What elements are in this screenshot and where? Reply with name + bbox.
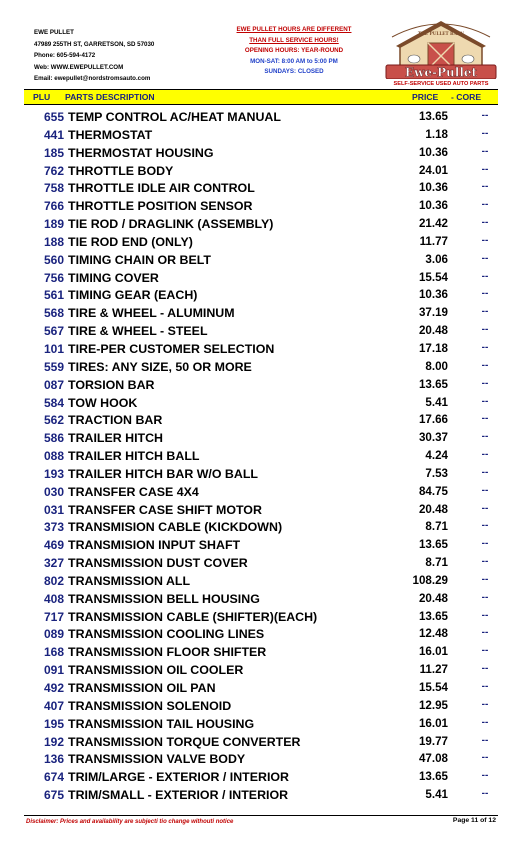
- logo-name-text: Ewe-Pullet: [404, 65, 478, 80]
- part-plu: 559: [43, 359, 64, 374]
- part-plu: 089: [43, 627, 64, 642]
- part-description: TIRES: ANY SIZE, 50 OR MORE: [68, 359, 252, 374]
- part-price: 37.19: [418, 306, 448, 320]
- business-email: Email: ewepullet@nordstromsauto.com: [34, 75, 151, 83]
- part-row: [0, 430, 515, 448]
- part-row: [0, 555, 515, 573]
- part-plu: 674: [43, 770, 64, 785]
- part-row: [0, 270, 515, 288]
- part-row: [0, 180, 515, 198]
- part-price: 20.48: [418, 591, 448, 605]
- part-description: TRANSMISSION CABLE (SHIFTER)(EACH): [68, 609, 318, 624]
- part-price: 10.36: [418, 181, 448, 195]
- hours-notice: [232, 25, 356, 78]
- part-plu: 758: [43, 181, 64, 196]
- part-price: 108.29: [412, 573, 448, 587]
- description-column-header: PARTS DESCRIPTION: [65, 92, 155, 102]
- part-row: [0, 395, 515, 413]
- part-core: --: [481, 270, 489, 282]
- part-core: --: [481, 288, 489, 300]
- part-row: [0, 145, 515, 163]
- part-row: [0, 769, 515, 787]
- part-plu: 031: [43, 502, 64, 517]
- part-description: TRANSMISSION TORQUE CONVERTER: [68, 734, 301, 749]
- part-row: [0, 484, 515, 502]
- part-description: TRANSFER CASE 4X4: [68, 484, 199, 499]
- part-description: TIMING COVER: [68, 270, 159, 285]
- part-price: 8.71: [425, 556, 448, 570]
- part-description: TRANSMISSION FLOOR SHIFTER: [68, 645, 267, 660]
- part-plu: 091: [43, 663, 64, 678]
- part-row: [0, 751, 515, 769]
- part-core: --: [481, 663, 489, 675]
- part-core: --: [481, 573, 489, 585]
- sunday-hours: SUNDAYS: CLOSED: [264, 68, 324, 76]
- part-description: TRAILER HITCH BAR W/O BALL: [68, 466, 258, 481]
- part-core: --: [481, 359, 489, 371]
- part-price: 13.65: [418, 110, 448, 123]
- part-row: [0, 502, 515, 520]
- page-number: Page 11 of 12: [452, 817, 496, 824]
- part-plu: 087: [43, 377, 64, 392]
- part-price: 20.48: [418, 324, 448, 338]
- part-core: --: [481, 324, 489, 336]
- part-price: 15.54: [418, 681, 448, 694]
- part-price: 13.65: [418, 538, 448, 552]
- part-price: 13.65: [418, 377, 448, 391]
- contact-block: [34, 27, 154, 85]
- part-description: TRANSMISION CABLE (KICKDOWN): [68, 520, 283, 535]
- part-core: --: [481, 520, 489, 532]
- ewe-pullet-logo: [378, 15, 504, 89]
- part-core: --: [481, 752, 489, 764]
- part-description: TIRE & WHEEL - ALUMINUM: [68, 306, 235, 321]
- part-core: --: [481, 395, 489, 407]
- part-core: --: [481, 377, 489, 389]
- part-plu: 192: [43, 734, 64, 749]
- business-address: 47989 255TH ST, GARRETSON, SD 57030: [34, 40, 155, 48]
- part-row: [0, 537, 515, 555]
- part-core: --: [481, 484, 489, 496]
- part-row: [0, 626, 515, 644]
- part-description: THERMOSTAT: [68, 127, 153, 142]
- part-price: 10.36: [418, 288, 448, 302]
- part-plu: 168: [43, 645, 64, 660]
- part-row: [0, 198, 515, 216]
- part-plu: 188: [43, 234, 64, 249]
- part-plu: 766: [43, 199, 64, 214]
- part-core: --: [481, 306, 489, 318]
- part-core: --: [481, 163, 489, 175]
- business-name: EWE PULLET: [34, 29, 74, 36]
- part-plu: 562: [43, 413, 64, 428]
- part-description: TRACTION BAR: [68, 413, 163, 428]
- part-description: THROTTLE POSITION SENSOR: [68, 199, 253, 214]
- part-row: [0, 359, 515, 377]
- part-price: 17.66: [418, 413, 448, 427]
- part-row: [0, 412, 515, 430]
- part-plu: 584: [43, 395, 64, 410]
- part-description: TRANSMISSION VALVE BODY: [68, 752, 246, 767]
- part-core: --: [481, 127, 489, 139]
- part-description: TIMING CHAIN OR BELT: [68, 252, 211, 267]
- part-row: [0, 609, 515, 627]
- part-plu: 088: [43, 449, 64, 464]
- part-row: [0, 519, 515, 537]
- part-plu: 586: [43, 431, 64, 446]
- part-price: 84.75: [418, 484, 448, 498]
- part-price: 10.36: [418, 145, 448, 159]
- part-row: [0, 680, 515, 698]
- part-description: TRAILER HITCH BALL: [68, 449, 200, 464]
- column-header-bar: [24, 89, 498, 105]
- part-plu: 030: [43, 484, 64, 499]
- part-row: [0, 466, 515, 484]
- part-description: TRANSMISSION OIL PAN: [68, 681, 216, 695]
- part-price: 13.65: [418, 770, 448, 784]
- part-price: 24.01: [418, 163, 448, 177]
- part-description: TRANSMISSION ALL: [68, 573, 191, 588]
- part-plu: 469: [43, 538, 64, 553]
- part-core: --: [481, 609, 489, 621]
- part-plu: 407: [43, 698, 64, 713]
- part-plu: 441: [43, 127, 64, 142]
- part-core: --: [481, 716, 489, 728]
- part-description: TRIM/SMALL - EXTERIOR / INTERIOR: [68, 788, 289, 803]
- part-core: --: [481, 681, 489, 692]
- part-core: --: [481, 627, 489, 639]
- part-core: --: [481, 556, 489, 568]
- part-plu: 560: [43, 252, 64, 267]
- part-description: TIE ROD / DRAGLINK (ASSEMBLY): [68, 217, 274, 232]
- part-price: 5.41: [425, 788, 448, 802]
- part-row: [0, 787, 515, 805]
- plu-column-header: PLU: [33, 92, 51, 102]
- part-price: 11.77: [419, 234, 448, 248]
- part-price: 16.01: [418, 716, 448, 730]
- part-description: TOW HOOK: [68, 395, 138, 410]
- part-description: TIRE & WHEEL - STEEL: [68, 324, 208, 339]
- part-description: TIE ROD END (ONLY): [68, 234, 193, 249]
- opening-hours-heading: OPENING HOURS: YEAR-ROUND: [244, 47, 344, 55]
- part-row: [0, 163, 515, 181]
- part-core: --: [481, 502, 489, 514]
- part-plu: 185: [43, 145, 64, 160]
- part-row: [0, 448, 515, 466]
- part-price: 16.01: [418, 645, 448, 659]
- part-price: 11.27: [419, 663, 448, 677]
- part-description: THROTTLE BODY: [68, 163, 174, 178]
- part-row: [0, 305, 515, 323]
- part-row: [0, 734, 515, 752]
- part-row: [0, 323, 515, 341]
- parts-list: [0, 109, 515, 805]
- part-core: --: [481, 466, 489, 478]
- business-website: Web: WWW.EWEPULLET.COM: [34, 63, 124, 71]
- logo-top-text: THE PULLET BARN: [417, 31, 465, 36]
- part-row: [0, 662, 515, 680]
- part-price: 8.00: [425, 359, 448, 373]
- part-price: 19.77: [418, 734, 448, 748]
- part-row: [0, 216, 515, 234]
- part-description: TRANSMISSION SOLENOID: [68, 698, 232, 713]
- part-price: 47.08: [418, 752, 448, 766]
- part-description: TRANSFER CASE SHIFT MOTOR: [68, 502, 262, 517]
- part-row: [0, 644, 515, 662]
- part-price: 4.24: [425, 449, 448, 463]
- part-core: --: [481, 217, 489, 229]
- footer-rule: [24, 815, 498, 816]
- part-description: TRANSMISION INPUT SHAFT: [68, 538, 241, 553]
- part-core: --: [481, 591, 489, 603]
- business-phone: Phone: 605-594-4172: [34, 52, 96, 60]
- part-description: TRANSMISSION DUST COVER: [68, 556, 248, 571]
- price-column-header: PRICE: [412, 92, 439, 102]
- part-plu: 561: [43, 288, 64, 303]
- part-description: TRAILER HITCH: [68, 431, 163, 446]
- part-plu: 327: [43, 556, 64, 571]
- part-description: TRANSMISSION BELL HOUSING: [68, 591, 260, 606]
- part-description: TRANSMISSION OIL COOLER: [68, 663, 244, 678]
- part-description: TEMP CONTROL AC/HEAT MANUAL: [68, 110, 281, 124]
- part-price: 12.95: [418, 698, 448, 712]
- part-core: --: [481, 234, 489, 246]
- part-row: [0, 716, 515, 734]
- part-plu: 717: [43, 609, 64, 624]
- part-plu: 756: [43, 270, 64, 285]
- part-price: 8.71: [425, 520, 448, 534]
- part-description: TIRE-PER CUSTOMER SELECTION: [68, 341, 275, 356]
- part-core: --: [481, 734, 489, 746]
- hours-warning-line-1: EWE PULLET HOURS ARE DIFFERENT: [236, 26, 352, 33]
- part-description: TRANSMISSION TAIL HOUSING: [68, 716, 255, 731]
- part-plu: 568: [43, 306, 64, 321]
- part-core: --: [481, 341, 489, 353]
- part-description: THERMOSTAT HOUSING: [68, 145, 214, 160]
- part-core: --: [481, 110, 489, 121]
- part-plu: 492: [43, 681, 64, 695]
- part-price: 7.53: [425, 466, 448, 480]
- part-core: --: [481, 770, 489, 782]
- part-core: --: [481, 413, 489, 425]
- part-core: --: [481, 538, 489, 550]
- part-plu: 136: [43, 752, 64, 767]
- part-plu: 655: [43, 110, 64, 124]
- part-description: TIMING GEAR (EACH): [68, 288, 198, 303]
- part-plu: 195: [43, 716, 64, 731]
- part-core: --: [481, 788, 489, 800]
- part-description: TRIM/LARGE - EXTERIOR / INTERIOR: [68, 770, 289, 785]
- part-price: 5.41: [425, 395, 448, 409]
- part-core: --: [481, 645, 489, 657]
- part-row: [0, 341, 515, 359]
- part-price: 10.36: [418, 199, 448, 213]
- part-row: [0, 109, 515, 127]
- part-row: [0, 234, 515, 252]
- part-plu: 189: [43, 217, 64, 232]
- part-row: [0, 698, 515, 716]
- part-description: TRANSMISSION COOLING LINES: [68, 627, 265, 642]
- part-price: 30.37: [418, 431, 448, 445]
- part-price: 3.06: [425, 252, 448, 266]
- page-header: [0, 0, 515, 90]
- part-core: --: [481, 252, 489, 264]
- part-price: 13.65: [418, 609, 448, 623]
- part-core: --: [481, 181, 489, 193]
- part-row: [0, 591, 515, 609]
- part-description: TORSION BAR: [68, 377, 155, 392]
- part-core: --: [481, 431, 489, 443]
- part-row: [0, 287, 515, 305]
- hours-warning-line-2: THAN FULL SERVICE HOURS!: [249, 36, 339, 44]
- part-row: [0, 127, 515, 145]
- part-row: [0, 377, 515, 395]
- logo-tagline: SELF-SERVICE USED AUTO PARTS: [393, 81, 489, 87]
- part-row: [0, 252, 515, 270]
- part-price: 20.48: [418, 502, 448, 516]
- core-column-header: - CORE: [451, 92, 482, 102]
- part-plu: 802: [43, 573, 64, 588]
- part-core: --: [481, 145, 489, 157]
- part-plu: 762: [43, 163, 64, 178]
- part-plu: 675: [43, 788, 64, 803]
- part-price: 1.18: [425, 127, 448, 141]
- part-price: 21.42: [418, 217, 448, 231]
- part-plu: 567: [43, 324, 64, 339]
- part-price: 17.18: [418, 341, 448, 355]
- part-description: THROTTLE IDLE AIR CONTROL: [68, 181, 255, 196]
- part-plu: 193: [43, 466, 64, 481]
- part-plu: 408: [43, 591, 64, 606]
- part-core: --: [481, 449, 489, 461]
- part-price: 15.54: [418, 270, 448, 284]
- part-core: --: [481, 199, 489, 211]
- part-core: --: [481, 698, 489, 710]
- disclaimer-text: Disclaimer: Prices and availability are subjecti tio change withouti notice: [26, 819, 234, 825]
- part-price: 12.48: [418, 627, 448, 641]
- part-plu: 373: [43, 520, 64, 535]
- weekday-hours: MON-SAT: 8:00 AM to 5:00 PM: [250, 57, 338, 65]
- part-plu: 101: [43, 341, 64, 356]
- part-row: [0, 573, 515, 591]
